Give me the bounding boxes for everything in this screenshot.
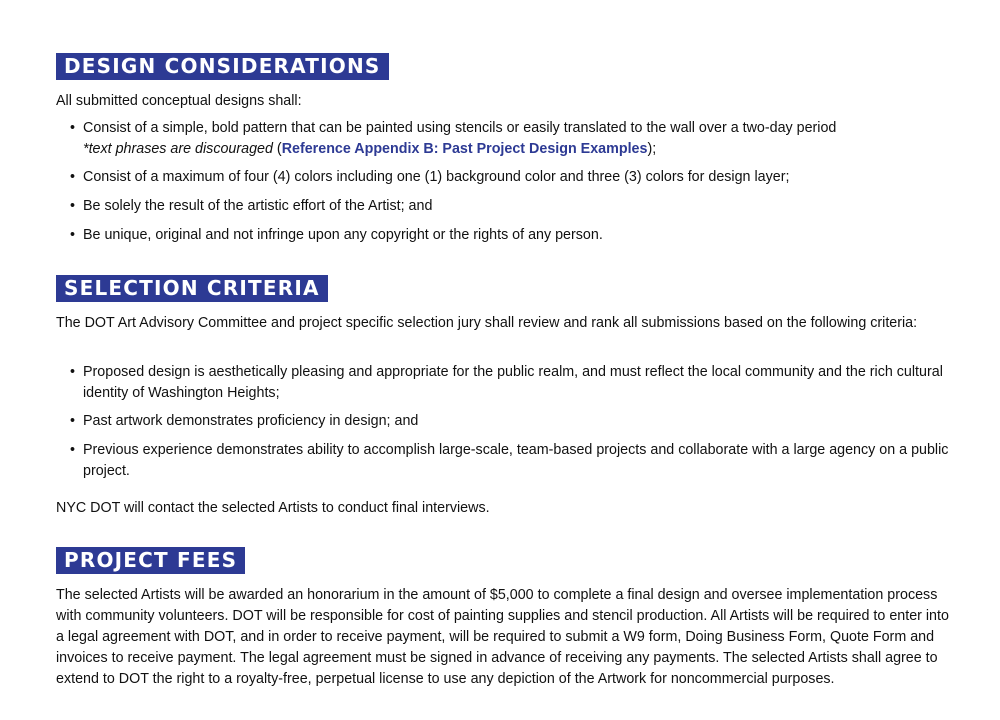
design-bullet-1-text: Consist of a simple, bold pattern that can be painted using stencils or easily translated to the wall over a two-day period <box>83 120 837 136</box>
selection-bullet-3: • Previous experience demonstrates ability to accomplish large-scale, team-based projects and collaborate with a large agency on a public project. <box>70 440 950 482</box>
project-fees-heading: PROJECT FEES <box>56 547 245 574</box>
design-bullet-list <box>70 118 950 246</box>
selection-bullet-1: • Proposed design is aesthetically pleasing and appropriate for the public realm, and must reflect the local community and the rich cultural identity of Washington Heights; <box>70 362 950 404</box>
selection-closing: NYC DOT will contact the selected Artists to conduct final interviews. <box>56 500 490 516</box>
design-bullet-1-close: ); <box>647 141 657 157</box>
appendix-b-reference-link[interactable]: Reference Appendix B: Past Project Design Examples <box>281 141 648 157</box>
design-intro: All submitted conceptual designs shall: <box>56 93 302 109</box>
design-bullet-1-italic: *text phrases are discouraged <box>83 141 273 157</box>
design-bullet-3: • Be solely the result of the artistic effort of the Artist; and <box>70 196 950 217</box>
design-bullet-4: • Be unique, original and not infringe upon any copyright or the rights of any person. <box>70 225 950 246</box>
design-bullet-1 <box>70 118 950 160</box>
design-bullet-2: • Consist of a maximum of four (4) colors including one (1) background color and three (3) colors for design layer; <box>70 167 950 188</box>
project-fees-body: The selected Artists will be awarded an honorarium in the amount of $5,000 to complete a final design and oversee implementation process with community volunteers. DOT will be responsible for cost of painting supplies and stencil production. All Artists will be required to enter into a legal agreement with DOT, and in order to receive payment, will be required to submit a W9 form, Doing Business Form, Quote Form and invoices to receive payment. The legal agreement must be signed in advance of receiving any payments. The selected Artists shall agree to extend to DOT the right to a royalty-free, perpetual license to use any depiction of the Artwork for noncommercial purposes. <box>56 587 949 687</box>
selection-bullet-2: • Past artwork demonstrates proficiency in design; and <box>70 411 950 432</box>
selection-bullet-list <box>70 362 950 482</box>
design-bullet-1-open: ( <box>272 141 282 157</box>
selection-intro: The DOT Art Advisory Committee and project specific selection jury shall review and rank all submissions based on the following criteria: <box>56 315 918 331</box>
design-considerations-heading: DESIGN CONSIDERATIONS <box>56 53 389 80</box>
selection-criteria-heading: SELECTION CRITERIA <box>56 275 328 302</box>
